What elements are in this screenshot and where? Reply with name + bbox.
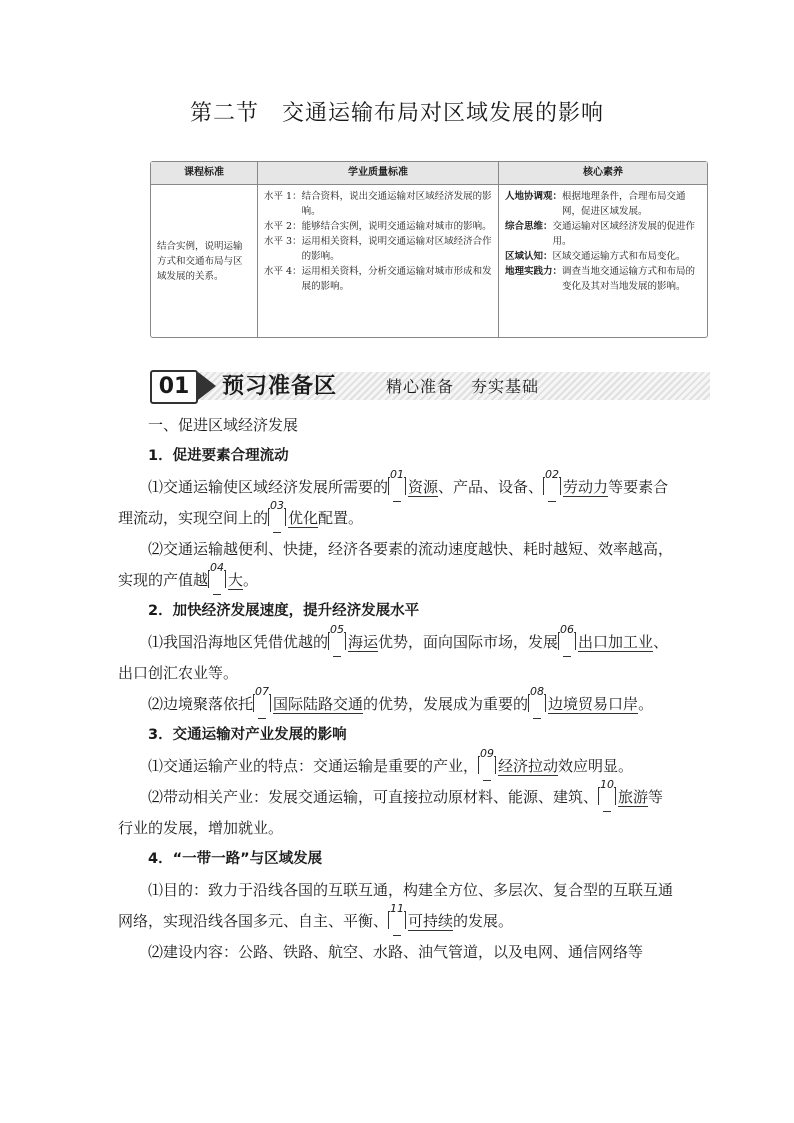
blank-box-icon: 05 bbox=[328, 632, 346, 650]
answer-blank: 01 资源 bbox=[388, 472, 438, 503]
content-body bbox=[118, 410, 678, 968]
paragraph: ⑴目的：致力于沿线各国的互联互通，构建全方位、多层次、复合型的互联互通网络，实现沿线各国多元、自主、平衡、 11 可持续的发展。 bbox=[118, 875, 678, 937]
core-item: 地理实践力： 调查当地交通运输方式和布局的变化及其对当地发展的影响。 bbox=[505, 266, 696, 292]
paragraph: ⑵带动相关产业：发展交通运输，可直接拉动原材料、能源、建筑、 10 旅游等行业的发展，增加就业。 bbox=[118, 778, 664, 837]
blank-box-icon: 08 bbox=[528, 694, 546, 712]
subheading: 4．“一带一路”与区域发展 bbox=[148, 851, 323, 867]
blank-box-icon: 10 bbox=[598, 787, 616, 805]
blank-box-icon: 02 bbox=[543, 477, 561, 495]
section-number: 01 bbox=[150, 370, 198, 404]
answer-blank: 03 优化 bbox=[268, 503, 318, 534]
section-name: 预习准备区 bbox=[222, 373, 338, 399]
subheading: 1．促进要素合理流动 bbox=[148, 448, 289, 464]
level-item: 水平 4： 运用相关资料，分析交通运输对城市形成和发展的影响。 bbox=[264, 266, 492, 292]
answer-blank: 11 可持续 bbox=[388, 906, 453, 937]
level-item: 水平 1： 结合资料，说出交通运输对区域经济发展的影响。 bbox=[264, 191, 492, 217]
paragraph: ⑵交通运输越便利、快捷，经济各要素的流动速度越快、耗时越短、效率越高，实现的产值越 04 大。 bbox=[118, 534, 678, 596]
blank-box-icon: 11 bbox=[388, 911, 406, 929]
paragraph: ⑴交通运输使区域经济发展所需要的 01 资源、产品、设备、 02 劳动力等要素合理流动，实现空间上的 03 优化配置。 bbox=[118, 472, 678, 534]
blank-box-icon: 04 bbox=[208, 570, 226, 588]
paragraph: ⑵建设内容：公路、铁路、航空、水路、油气管道，以及电网、通信网络等 bbox=[148, 943, 644, 961]
blank-box-icon: 06 bbox=[558, 632, 576, 650]
answer-blank: 02 劳动力 bbox=[543, 472, 608, 503]
header-core: 核心素养 bbox=[499, 162, 707, 185]
answer-blank: 06 出口加工业 bbox=[558, 627, 653, 658]
answer-blank: 07 国际陆路交通 bbox=[253, 689, 363, 720]
level-item: 水平 3： 运用相关资料，说明交通运输对区域经济合作的影响。 bbox=[264, 236, 492, 262]
answer-blank: 05 海运 bbox=[328, 627, 378, 658]
blank-box-icon: 09 bbox=[478, 756, 496, 774]
subheading: 2．加快经济发展速度，提升经济发展水平 bbox=[148, 603, 420, 619]
section-heading: 一、促进区域经济发展 bbox=[148, 416, 299, 434]
page-title: 第二节 交通运输布局对区域发展的影响 bbox=[189, 101, 604, 126]
answer-blank: 10 旅游 bbox=[598, 782, 648, 813]
blank-box-icon: 07 bbox=[253, 694, 271, 712]
header-course: 课程标准 bbox=[151, 162, 257, 185]
blank-box-icon: 03 bbox=[268, 508, 286, 526]
paragraph: ⑴交通运输产业的特点：交通运输是重要的产业， 09 经济拉动效应明显。 bbox=[118, 751, 678, 782]
quality-levels-cell bbox=[258, 185, 498, 337]
subheading: 3．交通运输对产业发展的影响 bbox=[148, 727, 347, 743]
core-item: 人地协调观： 根据地理条件，合理布局交通网，促进区域发展。 bbox=[505, 191, 686, 217]
core-literacy-cell bbox=[499, 185, 707, 337]
arrow-icon bbox=[198, 372, 216, 400]
core-item: 综合思维： 交通运输对区域经济发展的促进作用。 bbox=[505, 221, 696, 247]
level-item: 水平 2： 能够结合实例，说明交通运输对城市的影响。 bbox=[264, 221, 492, 232]
section-banner bbox=[150, 368, 710, 404]
answer-blank: 09 经济拉动 bbox=[478, 751, 558, 782]
core-item: 区域认知： 区域交通运输方式和布局变化。 bbox=[505, 251, 686, 262]
answer-blank: 08 边境贸易口岸 bbox=[528, 689, 638, 720]
blank-box-icon: 01 bbox=[388, 477, 406, 495]
header-quality: 学业质量标准 bbox=[258, 162, 498, 185]
standards-table bbox=[150, 161, 708, 338]
paragraph: ⑵边境聚落依托 07 国际陆路交通的优势，发展成为重要的 08 边境贸易口岸。 bbox=[118, 689, 678, 720]
section-slogan: 精心准备 夯实基础 bbox=[386, 377, 540, 396]
paragraph: ⑴我国沿海地区凭借优越的 05 海运优势，面向国际市场，发展 06 出口加工业、出口创汇农业等。 bbox=[118, 623, 669, 682]
course-standard-cell bbox=[151, 185, 257, 337]
answer-blank: 04 大 bbox=[208, 565, 243, 596]
course-standard-text: 结合实例，说明运输方式和交通布局与区域发展的关系。 bbox=[157, 240, 243, 282]
